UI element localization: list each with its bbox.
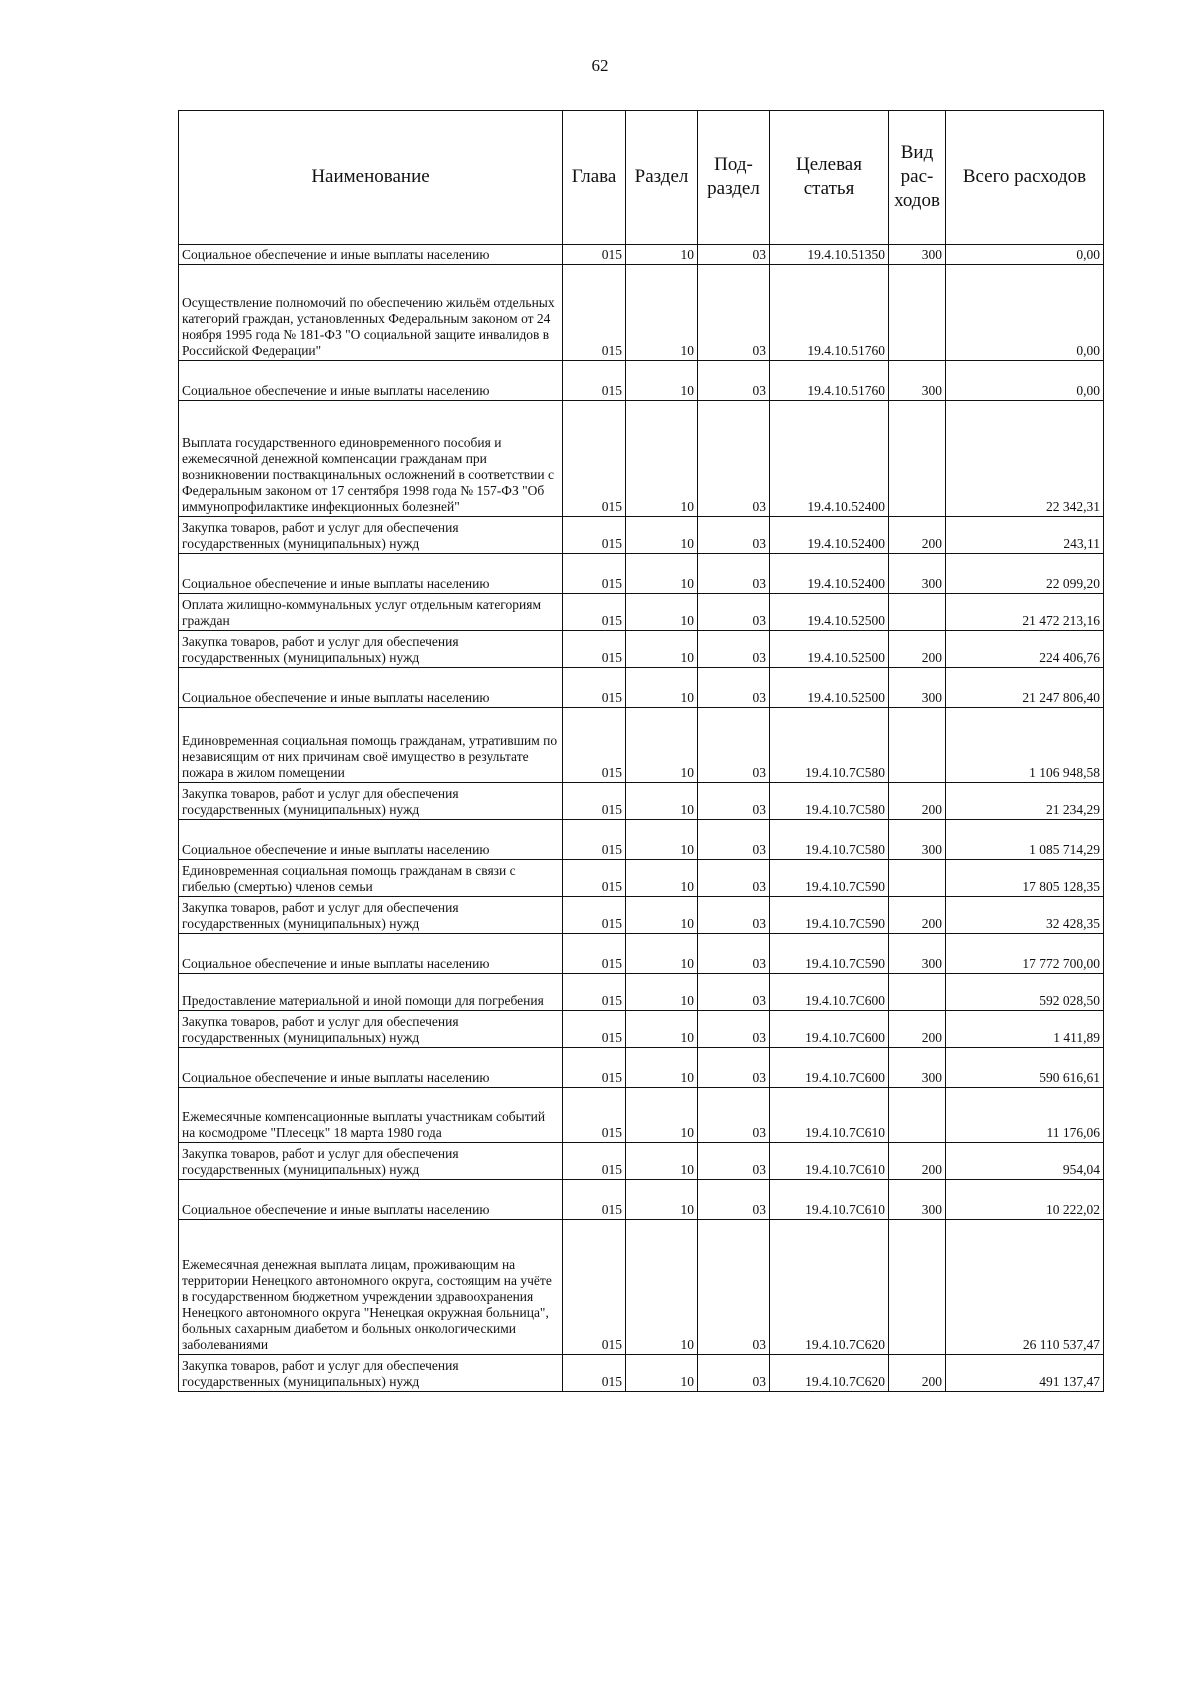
row-razdel: 10	[626, 265, 698, 361]
row-target: 19.4.10.51350	[770, 245, 889, 265]
row-name: Предоставление материальной и иной помощи для погребения	[179, 974, 563, 1011]
row-total: 17 805 128,35	[946, 860, 1104, 897]
row-razdel: 10	[626, 245, 698, 265]
row-podrazdel: 03	[698, 974, 770, 1011]
row-total: 954,04	[946, 1143, 1104, 1180]
row-glava: 015	[563, 631, 626, 668]
row-target: 19.4.10.52400	[770, 554, 889, 594]
row-razdel: 10	[626, 860, 698, 897]
row-total: 491 137,47	[946, 1355, 1104, 1392]
table-row	[179, 860, 1104, 897]
header-name: Наименование	[179, 111, 563, 245]
row-vid	[889, 974, 946, 1011]
row-glava: 015	[563, 668, 626, 708]
row-glava: 015	[563, 517, 626, 554]
row-name: Осуществление полномочий по обеспечению жильём отдельных категорий граждан, установленных Федеральным законом от 24 ноября 1995 года № 181-ФЗ "О социальной защите инвалидов в Российской Федерации"	[179, 265, 563, 361]
row-name: Единовременная социальная помощь гражданам, утратившим по независящим от них причинам своё имущество в результате пожара в жилом помещении	[179, 708, 563, 783]
table-row	[179, 668, 1104, 708]
row-glava: 015	[563, 1048, 626, 1088]
row-podrazdel: 03	[698, 594, 770, 631]
row-vid: 300	[889, 554, 946, 594]
row-total: 590 616,61	[946, 1048, 1104, 1088]
row-target: 19.4.10.7С600	[770, 974, 889, 1011]
row-target: 19.4.10.51760	[770, 265, 889, 361]
table-row	[179, 517, 1104, 554]
row-name: Социальное обеспечение и иные выплаты населению	[179, 554, 563, 594]
row-total: 0,00	[946, 245, 1104, 265]
row-target: 19.4.10.7С610	[770, 1088, 889, 1143]
row-vid	[889, 708, 946, 783]
row-razdel: 10	[626, 897, 698, 934]
row-target: 19.4.10.52500	[770, 668, 889, 708]
row-vid: 200	[889, 783, 946, 820]
row-podrazdel: 03	[698, 934, 770, 974]
row-total: 11 176,06	[946, 1088, 1104, 1143]
row-podrazdel: 03	[698, 245, 770, 265]
row-target: 19.4.10.7С580	[770, 783, 889, 820]
row-target: 19.4.10.52500	[770, 631, 889, 668]
row-vid: 200	[889, 631, 946, 668]
row-vid: 300	[889, 1180, 946, 1220]
row-total: 32 428,35	[946, 897, 1104, 934]
row-glava: 015	[563, 783, 626, 820]
row-razdel: 10	[626, 1180, 698, 1220]
row-name: Закупка товаров, работ и услуг для обеспечения государственных (муниципальных) нужд	[179, 1011, 563, 1048]
table-row	[179, 783, 1104, 820]
row-total: 243,11	[946, 517, 1104, 554]
row-total: 0,00	[946, 265, 1104, 361]
row-podrazdel: 03	[698, 820, 770, 860]
row-target: 19.4.10.7С610	[770, 1143, 889, 1180]
row-razdel: 10	[626, 594, 698, 631]
header-glava: Глава	[563, 111, 626, 245]
row-podrazdel: 03	[698, 897, 770, 934]
header-razdel: Раздел	[626, 111, 698, 245]
row-name: Закупка товаров, работ и услуг для обеспечения государственных (муниципальных) нужд	[179, 783, 563, 820]
row-podrazdel: 03	[698, 401, 770, 517]
row-vid: 200	[889, 517, 946, 554]
row-vid: 300	[889, 361, 946, 401]
row-total: 17 772 700,00	[946, 934, 1104, 974]
row-name: Выплата государственного единовременного пособия и ежемесячной денежной компенсации гражданам при возникновении поствакцинальных осложнений в соответствии с Федеральным законом от 17 сентября 1998 года № 157-ФЗ "Об иммунопрофилактике инфекционных болезней"	[179, 401, 563, 517]
header-target: Целевая статья	[770, 111, 889, 245]
row-glava: 015	[563, 974, 626, 1011]
table-row	[179, 401, 1104, 517]
table-row	[179, 820, 1104, 860]
row-podrazdel: 03	[698, 517, 770, 554]
row-vid	[889, 594, 946, 631]
row-razdel: 10	[626, 668, 698, 708]
row-podrazdel: 03	[698, 361, 770, 401]
row-razdel: 10	[626, 1088, 698, 1143]
row-total: 1 411,89	[946, 1011, 1104, 1048]
row-glava: 015	[563, 554, 626, 594]
row-vid: 300	[889, 1048, 946, 1088]
table-row	[179, 1088, 1104, 1143]
row-total: 10 222,02	[946, 1180, 1104, 1220]
row-total: 26 110 537,47	[946, 1220, 1104, 1355]
row-glava: 015	[563, 361, 626, 401]
row-name: Социальное обеспечение и иные выплаты населению	[179, 245, 563, 265]
row-name: Закупка товаров, работ и услуг для обеспечения государственных (муниципальных) нужд	[179, 1143, 563, 1180]
page-number: 62	[591, 56, 609, 75]
row-razdel: 10	[626, 631, 698, 668]
row-razdel: 10	[626, 1143, 698, 1180]
row-total: 1 085 714,29	[946, 820, 1104, 860]
row-vid	[889, 265, 946, 361]
row-razdel: 10	[626, 401, 698, 517]
row-target: 19.4.10.7С580	[770, 708, 889, 783]
row-target: 19.4.10.7С600	[770, 1011, 889, 1048]
table-row	[179, 1220, 1104, 1355]
row-target: 19.4.10.7С590	[770, 860, 889, 897]
row-name: Ежемесячные компенсационные выплаты участникам событий на космодроме "Плесецк" 18 марта 1980 года	[179, 1088, 563, 1143]
row-target: 19.4.10.7С580	[770, 820, 889, 860]
row-name: Оплата жилищно-коммунальных услуг отдельным категориям граждан	[179, 594, 563, 631]
table-row	[179, 1355, 1104, 1392]
row-vid: 300	[889, 820, 946, 860]
row-podrazdel: 03	[698, 554, 770, 594]
row-name: Ежемесячная денежная выплата лицам, проживающим на территории Ненецкого автономного округа, состоящим на учёте в государственном бюджетном учреждении здравоохранения Ненецкого автономного округа "Ненецкая окружная больница", больных сахарным диабетом и больных онкологическими заболеваниями	[179, 1220, 563, 1355]
table-row	[179, 934, 1104, 974]
table-row	[179, 1048, 1104, 1088]
table-row	[179, 974, 1104, 1011]
row-podrazdel: 03	[698, 860, 770, 897]
row-podrazdel: 03	[698, 1355, 770, 1392]
table-row	[179, 554, 1104, 594]
row-name: Социальное обеспечение и иные выплаты населению	[179, 668, 563, 708]
table-row	[179, 708, 1104, 783]
budget-table	[178, 110, 1104, 1392]
header-total: Всего расходов	[946, 111, 1104, 245]
row-razdel: 10	[626, 361, 698, 401]
row-glava: 015	[563, 1143, 626, 1180]
row-vid: 300	[889, 934, 946, 974]
row-glava: 015	[563, 897, 626, 934]
row-vid: 200	[889, 897, 946, 934]
row-glava: 015	[563, 860, 626, 897]
row-total: 21 472 213,16	[946, 594, 1104, 631]
row-total: 22 099,20	[946, 554, 1104, 594]
row-podrazdel: 03	[698, 1220, 770, 1355]
row-glava: 015	[563, 245, 626, 265]
row-glava: 015	[563, 1180, 626, 1220]
row-razdel: 10	[626, 783, 698, 820]
row-razdel: 10	[626, 554, 698, 594]
row-vid: 200	[889, 1143, 946, 1180]
table-header-row	[179, 111, 1104, 245]
row-glava: 015	[563, 1088, 626, 1143]
row-glava: 015	[563, 1355, 626, 1392]
row-razdel: 10	[626, 820, 698, 860]
table-row	[179, 265, 1104, 361]
row-podrazdel: 03	[698, 708, 770, 783]
row-target: 19.4.10.52400	[770, 517, 889, 554]
row-podrazdel: 03	[698, 1048, 770, 1088]
row-vid	[889, 401, 946, 517]
row-vid: 200	[889, 1011, 946, 1048]
row-podrazdel: 03	[698, 265, 770, 361]
table-row	[179, 1011, 1104, 1048]
table-row	[179, 1143, 1104, 1180]
row-razdel: 10	[626, 1011, 698, 1048]
row-glava: 015	[563, 1011, 626, 1048]
row-total: 22 342,31	[946, 401, 1104, 517]
row-glava: 015	[563, 934, 626, 974]
row-target: 19.4.10.7С620	[770, 1220, 889, 1355]
row-total: 224 406,76	[946, 631, 1104, 668]
row-total: 21 234,29	[946, 783, 1104, 820]
row-name: Социальное обеспечение и иные выплаты населению	[179, 934, 563, 974]
table-row	[179, 1180, 1104, 1220]
row-podrazdel: 03	[698, 1088, 770, 1143]
row-podrazdel: 03	[698, 1011, 770, 1048]
row-target: 19.4.10.52500	[770, 594, 889, 631]
table-row	[179, 594, 1104, 631]
row-target: 19.4.10.7С590	[770, 897, 889, 934]
row-razdel: 10	[626, 1355, 698, 1392]
row-podrazdel: 03	[698, 668, 770, 708]
row-glava: 015	[563, 820, 626, 860]
row-target: 19.4.10.7С590	[770, 934, 889, 974]
row-podrazdel: 03	[698, 783, 770, 820]
table-row	[179, 361, 1104, 401]
row-razdel: 10	[626, 974, 698, 1011]
row-total: 0,00	[946, 361, 1104, 401]
row-vid	[889, 860, 946, 897]
row-total: 21 247 806,40	[946, 668, 1104, 708]
row-vid: 200	[889, 1355, 946, 1392]
row-razdel: 10	[626, 708, 698, 783]
row-vid	[889, 1088, 946, 1143]
row-glava: 015	[563, 594, 626, 631]
row-name: Социальное обеспечение и иные выплаты населению	[179, 820, 563, 860]
row-name: Социальное обеспечение и иные выплаты населению	[179, 1048, 563, 1088]
table-row	[179, 897, 1104, 934]
row-glava: 015	[563, 265, 626, 361]
row-target: 19.4.10.7С610	[770, 1180, 889, 1220]
row-glava: 015	[563, 708, 626, 783]
row-target: 19.4.10.7С600	[770, 1048, 889, 1088]
row-vid	[889, 1220, 946, 1355]
row-podrazdel: 03	[698, 1180, 770, 1220]
table-row	[179, 245, 1104, 265]
row-target: 19.4.10.52400	[770, 401, 889, 517]
row-podrazdel: 03	[698, 1143, 770, 1180]
row-target: 19.4.10.7С620	[770, 1355, 889, 1392]
row-name: Социальное обеспечение и иные выплаты населению	[179, 1180, 563, 1220]
row-razdel: 10	[626, 1220, 698, 1355]
row-razdel: 10	[626, 1048, 698, 1088]
header-vid: Вид рас-ходов	[889, 111, 946, 245]
row-name: Социальное обеспечение и иные выплаты населению	[179, 361, 563, 401]
row-name: Закупка товаров, работ и услуг для обеспечения государственных (муниципальных) нужд	[179, 1355, 563, 1392]
row-vid: 300	[889, 245, 946, 265]
table-row	[179, 631, 1104, 668]
row-name: Единовременная социальная помощь гражданам в связи с гибелью (смертью) членов семьи	[179, 860, 563, 897]
row-razdel: 10	[626, 517, 698, 554]
row-vid: 300	[889, 668, 946, 708]
row-glava: 015	[563, 1220, 626, 1355]
row-total: 592 028,50	[946, 974, 1104, 1011]
row-glava: 015	[563, 401, 626, 517]
row-name: Закупка товаров, работ и услуг для обеспечения государственных (муниципальных) нужд	[179, 631, 563, 668]
row-total: 1 106 948,58	[946, 708, 1104, 783]
header-podrazdel: Под-раздел	[698, 111, 770, 245]
row-name: Закупка товаров, работ и услуг для обеспечения государственных (муниципальных) нужд	[179, 517, 563, 554]
row-name: Закупка товаров, работ и услуг для обеспечения государственных (муниципальных) нужд	[179, 897, 563, 934]
row-razdel: 10	[626, 934, 698, 974]
row-podrazdel: 03	[698, 631, 770, 668]
row-target: 19.4.10.51760	[770, 361, 889, 401]
